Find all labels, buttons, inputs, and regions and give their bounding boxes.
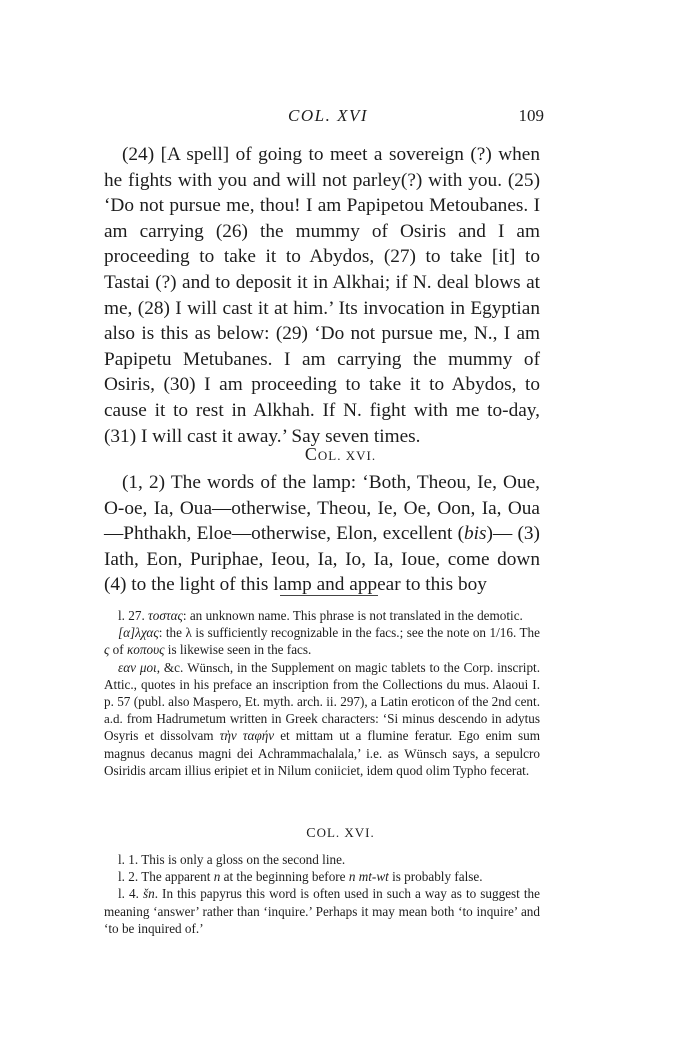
note-text: . In this papyrus this word is often used in such a way as to suggest the meaning ‘answer’ rather than ‘inquire.’ Perhaps it may mean both ‘to inquire’ and ‘to be inquired of.’ xyxy=(104,886,541,936)
note-text: is likewise seen in the facs. xyxy=(167,642,312,658)
running-title: COL. XVI xyxy=(288,106,368,125)
notes-heading-rest: OL. XVI. xyxy=(316,825,375,840)
demotic-word: n mt-wt xyxy=(348,869,389,885)
author-name: Maspero xyxy=(192,694,239,710)
author-name: Wünsch xyxy=(187,659,230,675)
note-27-a xyxy=(104,607,540,624)
column-heading xyxy=(0,444,681,465)
note-text: et mittam ut a flumine feratur. Ego enim sum magnus decanus magni dei Achrammachalala,’ i.e. as xyxy=(104,728,540,761)
paragraph-text: (24) [A spell] of going to meet a sovereign (?) when he fights with you and will not parley(?) with you. (25) ‘Do not pursue me, thou! I am Papipetou Metoubanes. I am carrying (26) the mummy of Osiris and I am proceeding to take it to Abydos, (27) to take [it] to Tastai (?) and to deposit it in Alkhai; if N. deal blows at me, (28) I will cast it at him.’ Its invocation in Egyptian also is this as below: (29) ‘Do not pursue me, N., I am Papipetu Metubanes. I am carrying the mummy of Osiris, (30) I am proceeding to take it to Abydos, to cause it to rest in Alkhah. If N. fight with me to-day, (31) I will cast it away.’ Say seven times. xyxy=(104,144,540,447)
footnote-divider xyxy=(280,595,378,596)
note-text: from Hadrumetum written in Greek characters: ‘Si minus descendo in adytus Osyris et dissolvam xyxy=(104,711,540,744)
note-27-c xyxy=(104,659,540,779)
note-text: at the beginning before xyxy=(223,869,346,885)
note-text: , in the Supplement on magic tablets to the Corp. inscript. Attic., quotes in his preface an inscription from the Collections du mus. Alaoui I. p. 57 (publ. also xyxy=(104,659,540,710)
page-header xyxy=(0,106,681,130)
greek-word: κοπους xyxy=(126,642,165,658)
greek-word: τοστας xyxy=(148,608,183,623)
note-text: : the λ is sufficiently recognizable in the facs.; see the note on 1/16. The xyxy=(158,625,540,641)
main-paragraph-2 xyxy=(104,470,540,598)
footnotes-greek xyxy=(104,607,540,779)
era-abbrev: a.d. xyxy=(104,711,123,727)
notes-column-heading xyxy=(0,825,681,842)
note-4 xyxy=(104,885,540,937)
paragraph-text xyxy=(104,470,540,598)
demotic-letter: n xyxy=(213,869,221,885)
note-text: l. 2. The apparent xyxy=(118,869,211,885)
note-1: l. 1. This is only a gloss on the second line. xyxy=(118,852,346,867)
page-number: 109 xyxy=(518,106,544,125)
main-paragraph-1 xyxy=(104,142,540,449)
note-text: of xyxy=(112,642,124,658)
note-2 xyxy=(104,868,540,885)
footnotes-demotic xyxy=(104,851,540,937)
note-ref: l. 4. xyxy=(118,886,139,902)
column-heading-initial: C xyxy=(304,444,318,464)
note-text: : an unknown name. This phrase is not translated in the demotic. xyxy=(182,608,523,623)
greek-letter: ς xyxy=(104,642,110,658)
column-heading-rest: OL. XVI. xyxy=(317,448,377,463)
notes-heading-initial: C xyxy=(306,826,317,841)
paragraph-2-pre: (1, 2) The words of the lamp: ‘Both, Theou, Ie, Oue, O-oe, Ia, Oua—otherwise, Theou, Ie, Oe, Oon, Ia, Oua —Phthakh, Eloe—otherwise, Elon, excellent ( xyxy=(104,472,540,545)
greek-word: [α]λχας xyxy=(118,625,159,641)
paragraph-2-bis: bis xyxy=(464,523,487,545)
author-name: Wünsch xyxy=(404,745,447,761)
note-text: says, a sepulcro Osiridis arcam illius eripiet et in Nilum coniiciet, idem quod olim Typho fecerat. xyxy=(104,745,540,778)
greek-phrase: τὴν ταφήν xyxy=(219,728,275,744)
note-text: , &c. xyxy=(156,659,184,675)
note-ref: l. 27. xyxy=(118,608,145,623)
note-text: , Et. myth. arch. ii. 297), a Latin eroticon of the 2nd cent. xyxy=(238,694,540,710)
demotic-word: šn xyxy=(142,886,155,902)
note-text: is probably false. xyxy=(392,869,483,885)
greek-word: εαν μοι xyxy=(118,659,157,675)
paragraph-2-post: )— (3) Iath, Eon, Puriphae, Ieou, Ia, Io, Ia, Ioue, come down (4) to the light of this lamp and appear to this boy xyxy=(104,523,540,596)
note-27-b xyxy=(104,624,540,658)
